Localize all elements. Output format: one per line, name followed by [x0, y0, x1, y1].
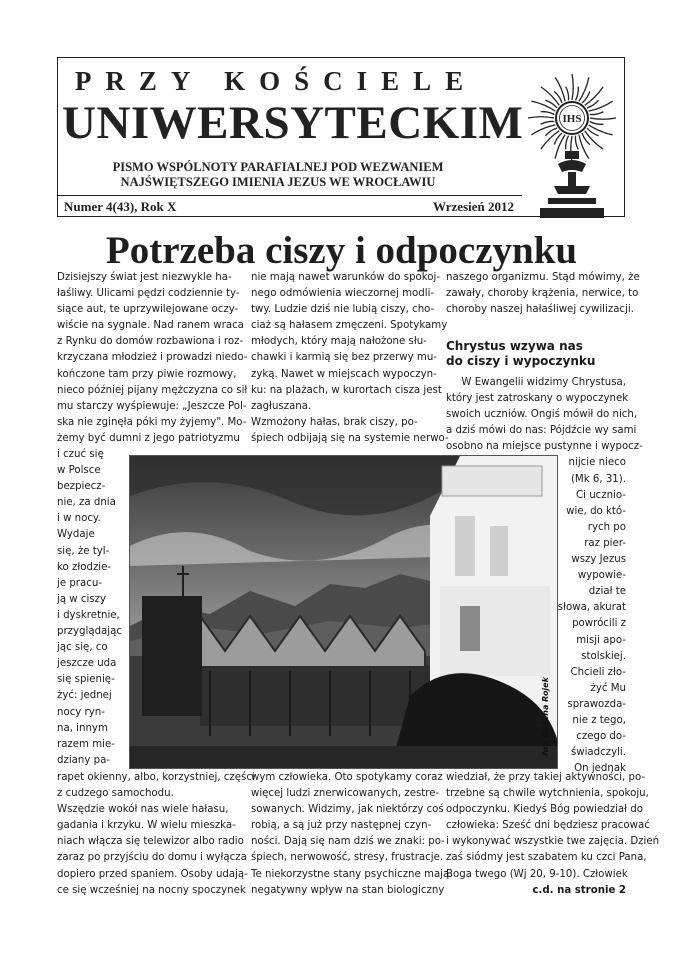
- emblem-ray: [576, 87, 579, 101]
- column3-top-text: [446, 270, 640, 318]
- emblem-ray: [566, 87, 569, 101]
- text-line: ce się wcześniej na nocny spoczynek: [57, 884, 246, 896]
- photo-credit: fot. Bożena Rojek: [541, 677, 550, 756]
- text-line: je pracu-: [57, 577, 102, 589]
- text-line: naszego organizmu. Stąd mówimy, że: [446, 272, 640, 283]
- text-line: misji apo-: [576, 634, 626, 646]
- text-line: wiedział, że przy takiej aktywności, po-: [446, 772, 646, 783]
- text-line: stolskiej.: [581, 650, 626, 662]
- text-line: zawały, choroby krążenia, nerwice, to: [446, 288, 639, 300]
- text-line: swoich uczniów. Ongiś mówił do nich,: [446, 409, 638, 421]
- text-line: powrócili z: [572, 618, 626, 630]
- text-line: raz pier-: [584, 537, 626, 549]
- text-line: nie mają nawet warunków do spokoj-: [251, 272, 441, 283]
- photo-scene-image: [130, 456, 558, 769]
- text-line: bezpiecz-: [57, 481, 106, 493]
- text-line: w Polsce: [57, 465, 101, 477]
- text-line: niach włącza się telewizor albo radio: [57, 836, 244, 848]
- column2-bottom-text: [251, 770, 450, 899]
- text-line: On jednak: [574, 763, 626, 775]
- emblem-ray: [590, 118, 616, 119]
- text-line: nie, za dnia: [57, 497, 116, 509]
- text-line: Dzisiejszy świat jest niezwykle ha-: [57, 272, 232, 283]
- emblem-ray: [590, 112, 604, 115]
- text-line: robią, a są już przy następnej czyn-: [251, 820, 432, 832]
- text-line: czego do-: [576, 731, 626, 743]
- church-photograph: [129, 455, 558, 769]
- text-line: żemy być dumni z jego patriotyzmu: [57, 432, 240, 444]
- text-line: razem mie-: [57, 738, 115, 750]
- text-line: żyć Mu: [590, 682, 626, 694]
- text-line: wie, do któ-: [566, 505, 626, 517]
- text-line: jąc się, co: [57, 642, 108, 654]
- text-line: ności. Dają się nam dziś we znaki: po-: [251, 836, 445, 848]
- column1-narrow-text: [57, 447, 123, 769]
- subheading-line1: Chrystus wzywa nas: [446, 339, 583, 353]
- text-line: ku: na plażach, w kurortach cisza jest: [251, 384, 442, 396]
- text-line: W Ewangelii widzimy Chrystusa,: [461, 377, 626, 388]
- text-line: się, że tyl-: [57, 545, 110, 557]
- text-line: ska nie zginęła póki my żyjemy". Mo-: [57, 416, 247, 428]
- text-line: zaś siódmy jest szabatem ku czci Pana,: [446, 852, 647, 864]
- emblem-ray: [528, 117, 554, 118]
- text-line: z cudzego samochodu.: [57, 788, 174, 800]
- article-headline: Potrzeba ciszy i odpoczynku: [105, 229, 578, 272]
- text-line: młodych, który mają nałożone słu-: [251, 336, 427, 348]
- emblem-monogram: IHS: [562, 113, 582, 125]
- column3-bottom-text: [446, 770, 660, 883]
- text-line: łaśliwy. Ulicami pędzi codziennie ty-: [57, 288, 240, 300]
- emblem-ray: [545, 128, 557, 136]
- text-line: gadania i krzyku. W wielu mieszka-: [57, 820, 236, 832]
- text-line: mu starczy wyśpiewuje: „Jeszcze Pol-: [57, 400, 247, 412]
- text-line: żyć: jednej: [57, 690, 112, 702]
- issue-number: Numer 4(43), Rok X: [64, 199, 177, 214]
- text-line: nie z tego,: [572, 714, 626, 726]
- masthead-subtitle-line1: PISMO WSPÓLNOTY PARAFIALNEJ POD WEZWANIEM: [112, 160, 444, 174]
- ihs-sunburst-logo-icon: [518, 72, 626, 218]
- text-line: negatywny wpływ na stan biologiczny: [251, 884, 445, 896]
- text-line: wiście na sygnale. Nad ranem wraca: [57, 320, 244, 332]
- text-line: z Rynku do domów rozbawiona i roz-: [57, 336, 244, 348]
- text-line: dział te: [588, 586, 626, 598]
- text-line: choroby naszej hałaśliwej cywilizacji.: [446, 304, 634, 316]
- text-line: wszy Jezus: [571, 554, 626, 566]
- text-line: dopiero przed spaniem. Osoby udają-: [57, 868, 248, 880]
- emblem-ray: [566, 136, 569, 150]
- emblem-ray: [572, 74, 573, 100]
- text-line: przyglądając: [57, 626, 122, 638]
- text-line: śpiech odbijają się na systemie nerwo-: [251, 432, 449, 444]
- text-line: sprawozda-: [567, 698, 626, 710]
- text-line: jeszcze uda: [57, 658, 117, 670]
- text-line: i wykonywać wszystkie twe zajęcia. Dzień: [446, 836, 660, 848]
- text-line: siące aut, te uprzywilejowane oczy-: [57, 304, 239, 316]
- text-line: twy. Ludzie dziś nie lubią ciszy, cho-: [251, 304, 435, 316]
- text-line: Chcieli zło-: [570, 666, 626, 678]
- masthead-subtitle-line2: NAJŚWIĘTSZEGO IMIENIA JEZUS WE WROCŁAWIU: [120, 175, 436, 189]
- emblem-ray: [541, 112, 555, 115]
- text-line: nocy ryn-: [57, 706, 105, 718]
- text-line: nego odmówienia wieczornej modli-: [251, 288, 435, 300]
- continued-note: c.d. na stronie 2: [532, 885, 626, 896]
- emblem-ray: [541, 121, 555, 124]
- text-line: Te niekorzystne stany psychiczne mają: [251, 868, 450, 880]
- emblem-ray: [554, 91, 562, 103]
- text-line: (Mk 6, 31).: [570, 473, 626, 485]
- text-line: wypowie-: [577, 570, 626, 582]
- text-line: zaraz po przyjściu do domu i wyłącza: [57, 852, 247, 864]
- emblem-ray: [587, 100, 599, 108]
- text-line: zyką. Nawet w miejscach wypoczyn-: [251, 368, 437, 380]
- text-line: zagłuszana.: [251, 400, 312, 412]
- emblem-ray: [575, 136, 578, 150]
- masthead-title-top: PRZY KOŚCIELE: [74, 66, 478, 96]
- text-line: trzebne są chwile wytchnienia, spokoju,: [446, 788, 649, 800]
- text-line: Ci ucznio-: [576, 489, 626, 501]
- emblem-ray: [582, 133, 590, 145]
- subheading-line2: do ciszy i wypoczynku: [446, 354, 596, 368]
- text-line: rapet okienny, albo, korzystniej, części: [57, 772, 255, 783]
- text-line: słowa, akurat: [557, 602, 626, 614]
- text-line: się spienię-: [57, 674, 115, 686]
- text-line: a dziś mówi do nas: Pójdźcie wy sami: [446, 425, 637, 437]
- text-line: dziany pa-: [57, 754, 110, 766]
- text-line: Wszędzie wokół nas wiele hałasu,: [57, 804, 229, 816]
- text-line: sowanych. Widzimy, jak niektórzy coś: [251, 804, 444, 816]
- text-line: świadczyli.: [570, 747, 626, 759]
- text-line: śpiech, nerwowość, stresy, frustracje.: [251, 852, 444, 864]
- text-line: ko złodzie-: [57, 561, 112, 573]
- text-line: człowieka: Sześć dni będziesz pracować: [446, 820, 650, 832]
- text-line: odpoczynku. Kiedyś Bóg powiedział do: [446, 804, 643, 816]
- section-subheading: [446, 339, 626, 369]
- text-line: rych po: [587, 521, 626, 533]
- text-line: ciaż są hałasem zmęczeni. Spotykamy: [251, 320, 448, 332]
- column1-top-text: [57, 270, 248, 447]
- text-line: ją w ciszy: [57, 593, 106, 605]
- text-line: więcej ludzi znerwicowanych, zestre-: [251, 788, 440, 800]
- issue-date: Wrzesień 2012: [433, 199, 514, 214]
- text-line: Wydaje: [57, 529, 95, 541]
- text-line: wym człowieka. Oto spotykamy coraz: [251, 772, 443, 783]
- emblem-ray: [590, 122, 604, 125]
- text-line: krzyczana młodzież i prowadzi niedo-: [57, 352, 248, 364]
- text-line: Boga twego (Wj 20, 9-10). Człowiek: [446, 868, 628, 880]
- column2-top-text: [251, 270, 449, 447]
- text-line: który jest zatroskany o wypoczynek: [446, 393, 629, 405]
- column1-bottom-text: [57, 770, 255, 899]
- text-line: chawki i karmią się bez przerwy mu-: [251, 352, 437, 364]
- text-line: i w nocy.: [57, 513, 101, 525]
- masthead-divider: [58, 195, 522, 196]
- text-line: i dyskretnie,: [57, 609, 120, 621]
- text-line: i czuć się: [57, 449, 104, 460]
- text-line: osobno na miejsce pustynne i wypocz-: [446, 441, 643, 453]
- text-line: Wzmożony hałas, brak ciszy, po-: [251, 416, 418, 428]
- text-line: na, innym: [57, 722, 108, 734]
- masthead-title-main: UNIWERSYTECKIM: [62, 97, 524, 149]
- text-line: nijcie nieco: [568, 457, 626, 469]
- text-line: nieco później pijany mężczyzna co sił: [57, 384, 248, 396]
- text-line: kończone tam przy piwie rozmowy,: [57, 368, 237, 380]
